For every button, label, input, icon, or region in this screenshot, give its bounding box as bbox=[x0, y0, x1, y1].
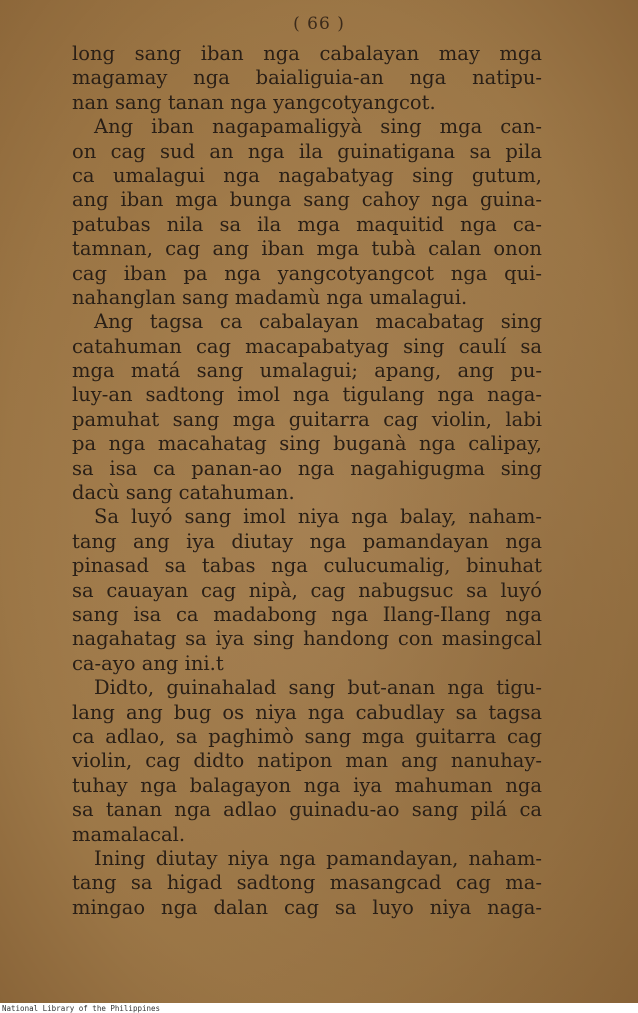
text-line: luy-an sadtong imol nga tigulang nga naga- bbox=[72, 383, 542, 407]
text-line: lang ang bug os niya nga cabudlay sa tagsa bbox=[72, 700, 542, 724]
text-line: Sa luyó sang imol niya nga balay, naham- bbox=[94, 505, 542, 529]
text-line: cag iban pa nga yangcotyangcot nga qui- bbox=[72, 261, 542, 285]
text-line: magamay nga baialiguia-an nga natipu- bbox=[72, 66, 542, 90]
text-line: Ining diutay niya nga pamandayan, naham- bbox=[94, 846, 542, 870]
text-line: catahuman cag macapabatyag sing caulí sa bbox=[72, 334, 542, 358]
text-line: sang isa ca madabong nga Ilang-Ilang nga bbox=[72, 602, 542, 626]
text-line: Ang tagsa ca cabalayan macabatag sing bbox=[94, 310, 542, 334]
text-line: sa cauayan cag nipà, cag nabugsuc sa luyó bbox=[72, 578, 542, 602]
text-line: tamnan, cag ang iban mga tubà calan onon bbox=[72, 237, 542, 261]
text-line: violin, cag didto natipon man ang nanuhay- bbox=[72, 749, 542, 773]
text-line: nagahatag sa iya sing handong con masingcal bbox=[72, 627, 542, 651]
body-text bbox=[72, 42, 542, 920]
library-footer: National Library of the Philippines bbox=[2, 1004, 161, 1013]
text-line: nahanglan sang madamù nga umalagui. bbox=[72, 285, 468, 309]
text-line: patubas nila sa ila mga maquitid nga ca- bbox=[72, 212, 542, 236]
text-line: mga matá sang umalagui; apang, ang pu- bbox=[72, 359, 542, 383]
text-line: ca adlao, sa paghimò sang mga guitarra cag bbox=[72, 724, 542, 748]
text-line: ca umalagui nga nagabatyag sing gutum, bbox=[72, 163, 542, 187]
text-line: on cag sud an nga ila guinatigana sa pila bbox=[72, 139, 542, 163]
text-line: Ang iban nagapamaligyà sing mga can- bbox=[94, 115, 542, 139]
text-line: tang sa higad sadtong masangcad cag ma- bbox=[72, 871, 542, 895]
text-line: long sang iban nga cabalayan may mga bbox=[72, 42, 542, 65]
text-line: tuhay nga balagayon nga iya mahuman nga bbox=[72, 773, 542, 797]
text-line: dacù sang catahuman. bbox=[72, 481, 295, 505]
text-line: ang iban mga bunga sang cahoy nga guina- bbox=[72, 188, 542, 212]
text-line: sa tanan nga adlao guinadu-ao sang pilá ca bbox=[72, 798, 542, 822]
text-line: pamuhat sang mga guitarra cag violin, labi bbox=[72, 407, 542, 431]
text-line: mamalacal. bbox=[72, 822, 186, 846]
text-line: Didto, guinahalad sang but-anan nga tigu- bbox=[94, 676, 542, 700]
page-number: ( 66 ) bbox=[293, 14, 345, 34]
text-line: sa isa ca panan-ao nga nagahigugma sing bbox=[72, 456, 542, 480]
text-line: pa nga macahatag sing buganà nga calipay, bbox=[72, 432, 542, 456]
text-line: mingao nga dalan cag sa luyo niya naga- bbox=[72, 895, 542, 919]
text-line: pinasad sa tabas nga culucumalig, binuhat bbox=[72, 554, 542, 578]
text-line: nan sang tanan nga yangcotyangcot. bbox=[72, 90, 436, 114]
text-line: tang ang iya diutay nga pamandayan nga bbox=[72, 529, 542, 553]
text-line: ca-ayo ang ini.t bbox=[72, 651, 224, 675]
